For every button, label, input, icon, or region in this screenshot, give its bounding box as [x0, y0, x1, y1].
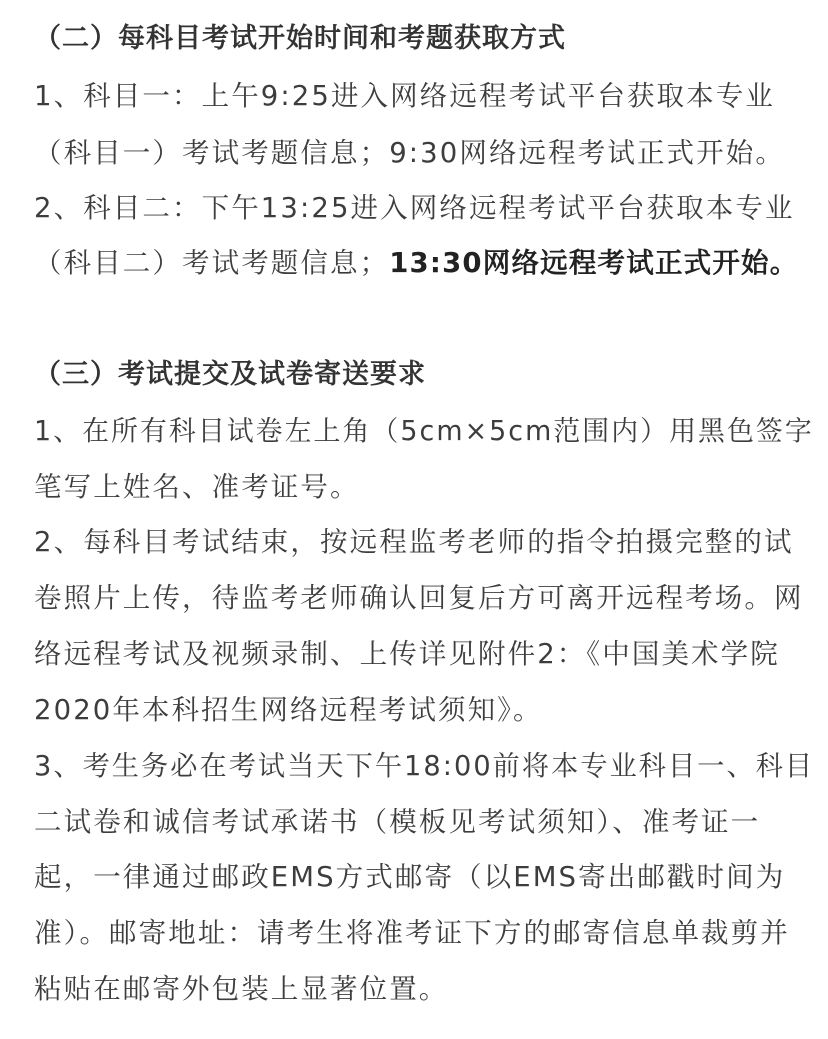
paragraph-line: 2、每科目考试结束，按远程监考老师的指令拍摄完整的试 — [34, 526, 794, 558]
section-heading-3: （三）考试提交及试卷寄送要求 — [34, 359, 426, 390]
paragraph-line: （科目一）考试考题信息；9:30网络远程考试正式开始。 — [34, 137, 785, 169]
bold-start-time-text: 13:30网络远程考试正式开始。 — [389, 247, 799, 279]
paragraph-line: 2、科目二：下午13:25进入网络远程考试平台获取本专业 — [34, 192, 795, 224]
paragraph-line: 2020年本科招生网络远程考试须知》。 — [34, 694, 543, 726]
paragraph-line: 笔写上姓名、准考证号。 — [34, 471, 360, 503]
paragraph-line: 络远程考试及视频录制、上传详见附件2：《中国美术学院 — [34, 638, 780, 670]
paragraph-line: 起，一律通过邮政EMS方式邮寄（以EMS寄出邮戳时间为 — [34, 861, 786, 893]
paragraph-line: 粘贴在邮寄外包装上显著位置。 — [34, 973, 449, 1005]
line-plain-text: （科目二）考试考题信息； — [34, 247, 390, 279]
paragraph-line: 二试卷和诚信考试承诺书（模板见考试须知）、准考证一 — [34, 806, 761, 838]
paragraph-line — [34, 243, 798, 283]
paragraph-line: 3、考生务必在考试当天下午18:00前将本专业科目一、科目 — [34, 750, 815, 782]
paragraph-line: 1、科目一：上午9:25进入网络远程考试平台获取本专业 — [34, 80, 775, 112]
paragraph-line: 卷照片上传，待监考老师确认回复后方可离开远程考场。网 — [34, 582, 804, 614]
paragraph-line: 1、在所有科目试卷左上角（5cm×5cm范围内）用黑色签字 — [34, 415, 814, 447]
paragraph-line: 准）。邮寄地址：请考生将准考证下方的邮寄信息单裁剪并 — [34, 917, 790, 949]
section-heading-2: （二）每科目考试开始时间和考题获取方式 — [34, 23, 566, 54]
